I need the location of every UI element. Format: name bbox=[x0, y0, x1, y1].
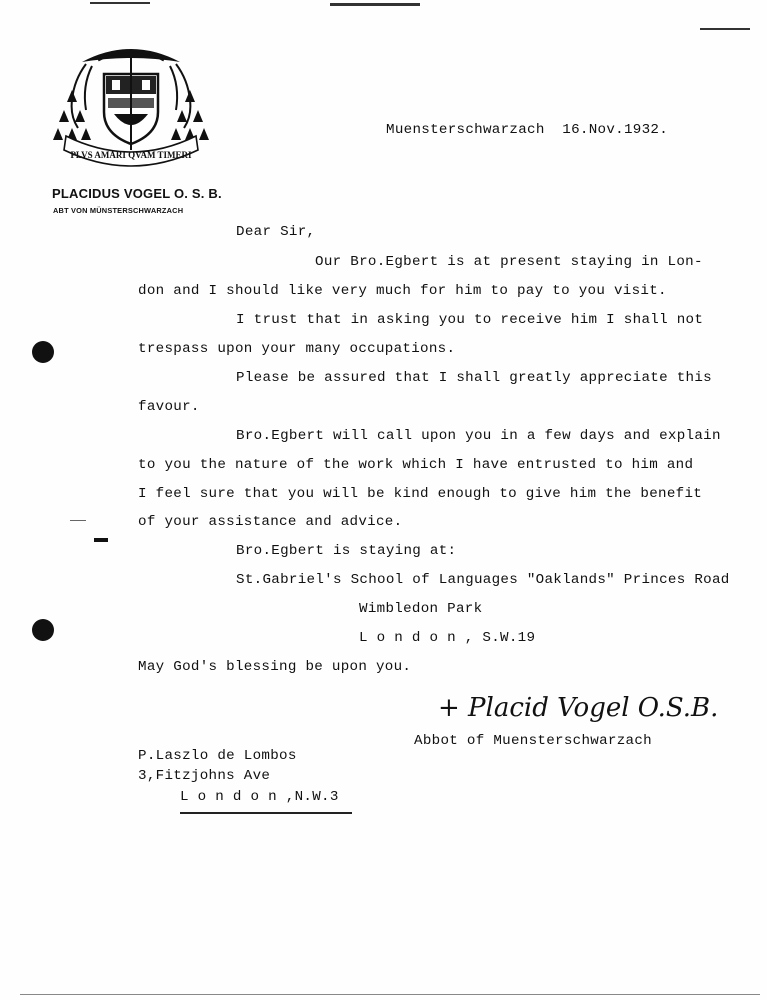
body-line: Our Bro.Egbert is at present staying in Lon- bbox=[315, 254, 703, 270]
letterhead-subtitle: ABT VON MÜNSTERSCHWARZACH bbox=[53, 206, 184, 215]
ink-mark bbox=[70, 520, 86, 521]
scan-edge-top bbox=[700, 28, 750, 30]
body-line: don and I should like very much for him to pay to you visit. bbox=[138, 283, 667, 299]
body-line: favour. bbox=[138, 399, 200, 415]
punch-hole bbox=[32, 619, 54, 641]
address-line: L o n d o n , S.W.19 bbox=[359, 630, 536, 646]
recipient-line: L o n d o n ,N.W.3 bbox=[180, 789, 339, 805]
body-line: to you the nature of the work which I have entrusted to him and bbox=[138, 457, 694, 473]
punch-hole bbox=[32, 341, 54, 363]
scan-edge-bottom bbox=[20, 994, 760, 995]
scan-edge-top bbox=[330, 3, 420, 6]
dateline: Muensterschwarzach 16.Nov.1932. bbox=[386, 122, 669, 138]
motto-text: PLVS AMARI QVAM TIMERI bbox=[70, 150, 192, 160]
coat-of-arms-logo bbox=[52, 40, 210, 182]
recipient-underline bbox=[180, 812, 352, 814]
body-line: Bro.Egbert will call upon you in a few days and explain bbox=[236, 428, 721, 444]
body-line: Please be assured that I shall greatly appreciate this bbox=[236, 370, 712, 386]
body-line: I trust that in asking you to receive him I shall not bbox=[236, 312, 704, 328]
signature-text: + Placid Vogel O.S.B. bbox=[438, 693, 719, 723]
body-line: of your assistance and advice. bbox=[138, 514, 403, 530]
body-line: I feel sure that you will be kind enough to give him the benefit bbox=[138, 486, 703, 502]
scan-edge-top bbox=[90, 2, 150, 4]
signature-title: Abbot of Muensterschwarzach bbox=[414, 733, 652, 749]
recipient-line: 3,Fitzjohns Ave bbox=[138, 768, 271, 784]
closing-line: May God's blessing be upon you. bbox=[138, 659, 412, 675]
salutation: Dear Sir, bbox=[236, 224, 316, 240]
handwritten-signature bbox=[434, 682, 719, 728]
letterhead-name: PLACIDUS VOGEL O. S. B. bbox=[52, 186, 222, 201]
recipient-line: P.Laszlo de Lombos bbox=[138, 748, 297, 764]
body-line: trespass upon your many occupations. bbox=[138, 341, 456, 357]
ink-mark bbox=[94, 538, 108, 542]
address-line: St.Gabriel's School of Languages "Oaklands" Princes Road bbox=[236, 572, 730, 588]
body-line: Bro.Egbert is staying at: bbox=[236, 543, 457, 559]
address-line: Wimbledon Park bbox=[359, 601, 483, 617]
